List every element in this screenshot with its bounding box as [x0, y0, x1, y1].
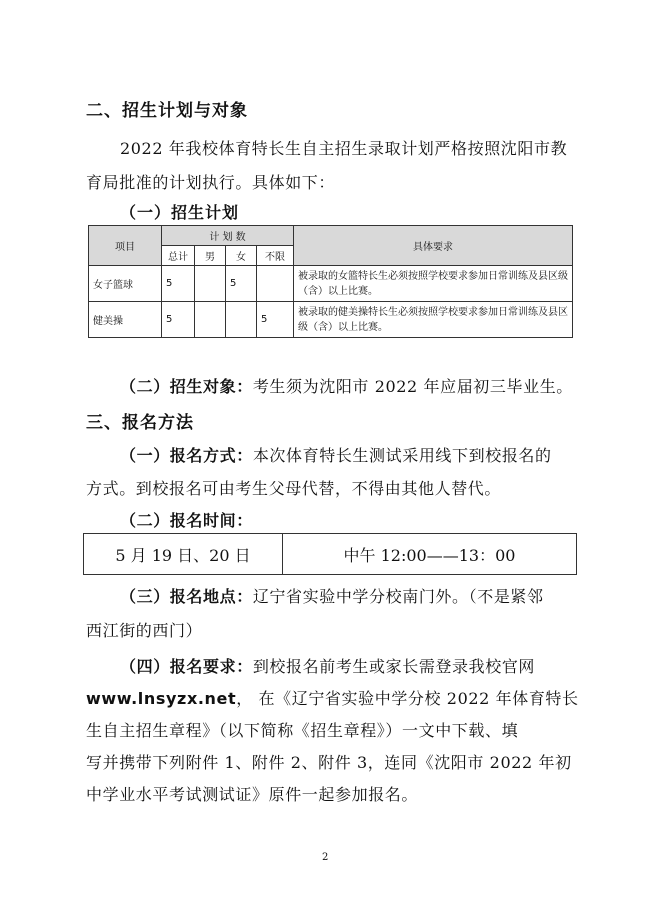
- registration-time-box: [83, 533, 577, 575]
- header-total: 总计: [162, 246, 195, 266]
- req-paragraph-line-2: [86, 686, 579, 709]
- row-male: [195, 266, 226, 302]
- header-any: 不限: [257, 246, 294, 266]
- way-label: （一）报名方式：: [120, 446, 253, 465]
- way-paragraph-line-2: 方式。到校报名可由考生父母代替，不得由其他人替代。: [86, 479, 502, 498]
- row-male: [195, 302, 226, 338]
- way-paragraph-line-1: [120, 443, 552, 466]
- req-text: 到校报名前考生或家长需登录我校官网: [252, 657, 536, 676]
- intro-line-1: 2022 年我校体育特长生自主招生录取计划严格按照沈阳市教: [120, 139, 568, 158]
- intro-line-2: 育局批准的计划执行。具体如下：: [86, 173, 336, 192]
- req-text-2a: ， 在: [236, 689, 276, 708]
- row-female: 5: [226, 266, 257, 302]
- header-plan-count: 计 划 数: [162, 226, 294, 246]
- req-paragraph-line-4: 写并携带下列附件 1、附件 2、附件 3，连同《沈阳市 2022 年初: [86, 753, 572, 772]
- row-item: 女子篮球: [89, 266, 162, 302]
- req-paragraph-line-1: [120, 654, 535, 677]
- time-range: 中午 12:00——13：00: [343, 545, 516, 565]
- target-text: 考生须为沈阳市 2022 年应届初三毕业生。: [252, 377, 573, 396]
- req-label: （四）报名要求：: [120, 657, 253, 676]
- table-row: [89, 302, 573, 338]
- row-requirement: 被录取的健美操特长生必须按照学校要求参加日常训练及县区级（含）以上比赛。: [294, 302, 573, 338]
- header-item: 项目: [89, 226, 162, 266]
- table-row: [89, 266, 573, 302]
- page-number: 2: [322, 852, 329, 863]
- row-female: [226, 302, 257, 338]
- row-item: 健美操: [89, 302, 162, 338]
- place-text: 辽宁省实验中学分校南门外。（不是紧邻: [252, 587, 544, 606]
- req-paragraph-line-3: 生自主招生章程》（以下简称《招生章程》）一文中下载、填: [86, 721, 519, 740]
- section-heading-plan: 二、招生计划与对象: [86, 101, 248, 121]
- section-heading-registration: 三、报名方法: [86, 413, 194, 433]
- header-male: 男: [195, 246, 226, 266]
- school-website-link[interactable]: www.lnsyzx.net: [86, 689, 237, 708]
- header-requirements: 具体要求: [294, 226, 573, 266]
- row-any: [257, 266, 294, 302]
- time-date: 5 月 19 日、20 日: [84, 534, 283, 574]
- way-text: 本次体育特长生测试采用线下到校报名的: [252, 446, 552, 465]
- row-total: 5: [162, 266, 195, 302]
- target-paragraph: [120, 374, 573, 397]
- row-requirement: 被录取的女篮特长生必须按照学校要求参加日常训练及县区级（含）以上比赛。: [294, 266, 573, 302]
- enrollment-plan-table: [88, 225, 573, 338]
- place-label: （三）报名地点：: [120, 587, 253, 606]
- req-text-2b: 《辽宁省实验中学分校 2022 年体育特长: [275, 689, 579, 708]
- row-any: 5: [257, 302, 294, 338]
- time-label: （二）报名时间：: [120, 511, 253, 530]
- row-total: 5: [162, 302, 195, 338]
- target-label: （二）招生对象：: [120, 377, 253, 396]
- req-paragraph-line-5: 中学业水平考试测试证》原件一起参加报名。: [86, 785, 419, 804]
- place-paragraph-line-1: [120, 584, 544, 607]
- subheading-plan: （一）招生计划: [120, 203, 240, 222]
- header-female: 女: [226, 246, 257, 266]
- place-paragraph-line-2: 西江街的西门）: [86, 621, 203, 640]
